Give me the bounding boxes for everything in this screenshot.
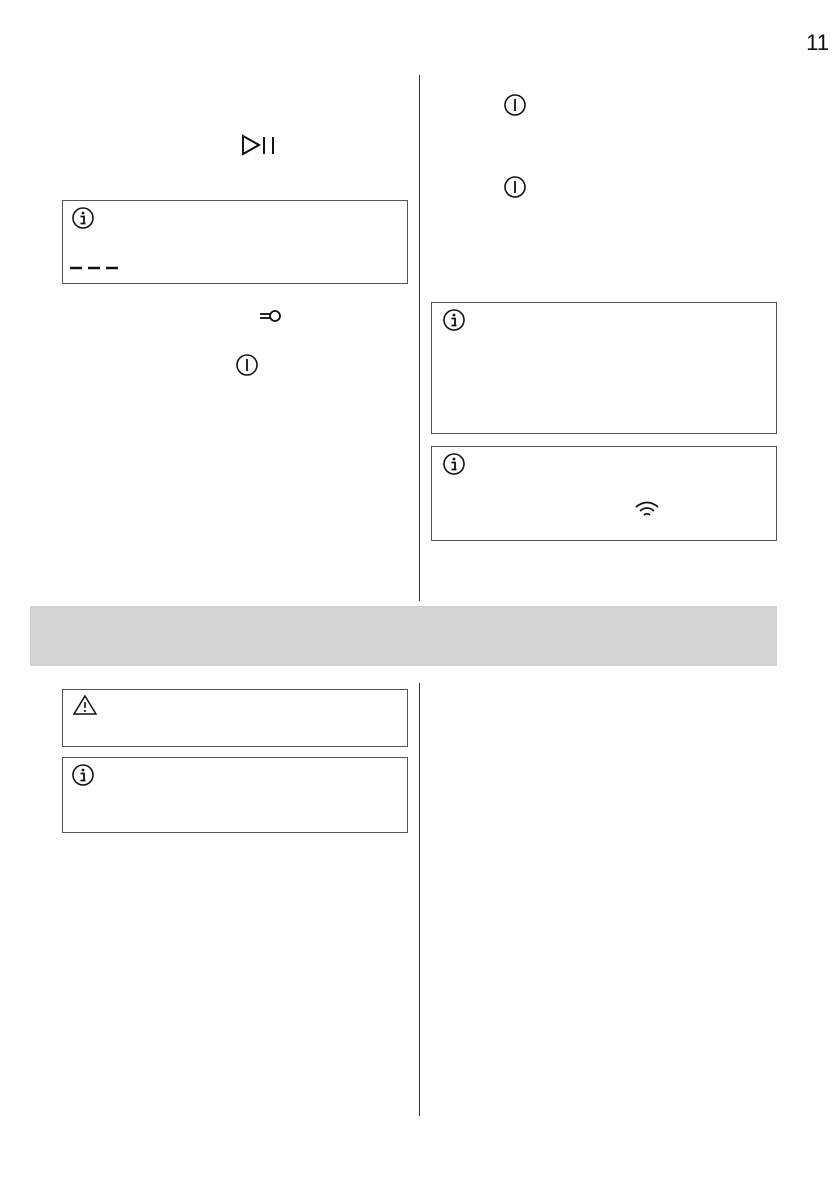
display-dashes-icon bbox=[68, 263, 120, 273]
column-divider-upper bbox=[419, 75, 420, 601]
on-off-icon bbox=[235, 353, 259, 377]
warning-note-box bbox=[62, 689, 408, 747]
warning-triangle-icon bbox=[72, 694, 98, 716]
info-icon bbox=[442, 452, 466, 476]
page-number: 11 bbox=[806, 30, 829, 55]
child-lock-key-icon bbox=[258, 308, 282, 324]
info-note-box bbox=[62, 757, 408, 833]
info-icon bbox=[71, 763, 95, 787]
play-pause-icon bbox=[240, 134, 278, 156]
info-note-box bbox=[62, 200, 408, 284]
column-divider-lower bbox=[419, 683, 420, 1116]
info-note-box bbox=[431, 446, 777, 541]
on-off-icon bbox=[503, 93, 527, 117]
on-off-icon bbox=[503, 175, 527, 199]
info-note-box bbox=[431, 302, 777, 434]
section-banner bbox=[30, 606, 777, 666]
info-icon bbox=[442, 308, 466, 332]
wifi-icon bbox=[634, 500, 660, 520]
info-icon bbox=[71, 206, 95, 230]
